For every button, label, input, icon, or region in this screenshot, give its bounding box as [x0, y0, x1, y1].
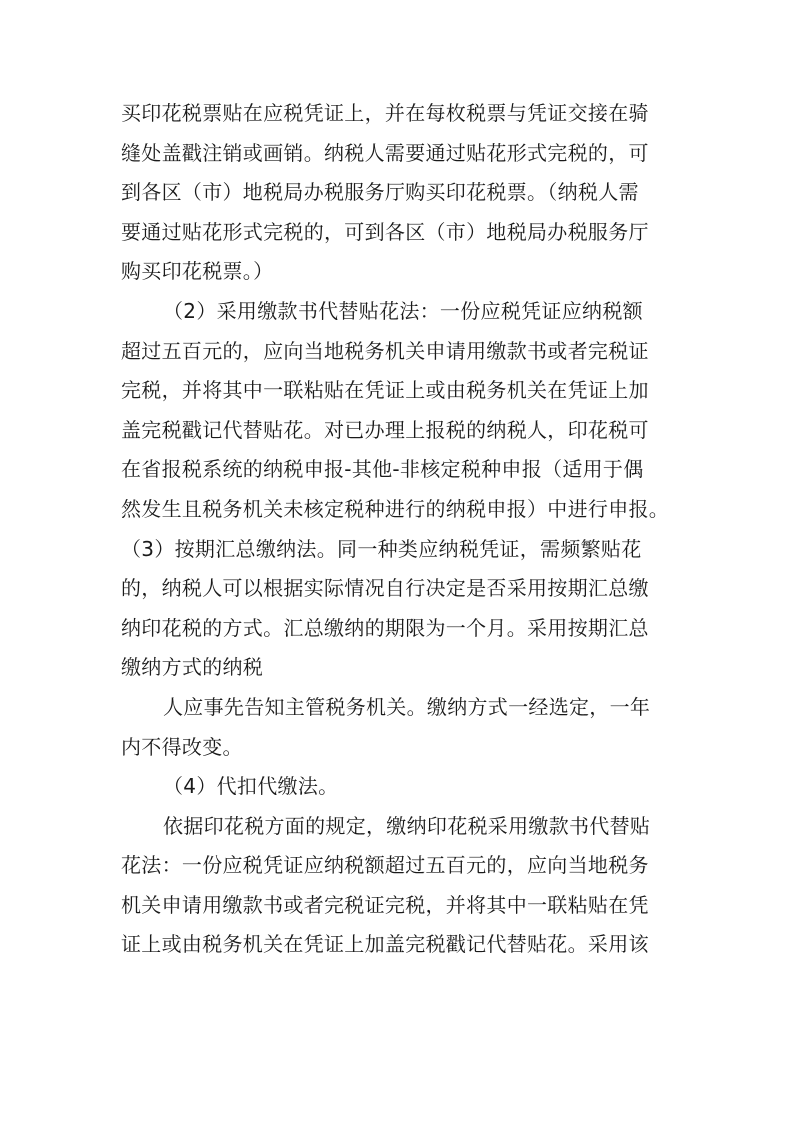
- text-line: 人应事先告知主管税务机关。缴纳方式一经选定，一年: [163, 694, 651, 719]
- text-line: 然发生且税务机关未核定税种进行的纳税申报）中进行申报。: [121, 496, 670, 521]
- text-line: 证上或由税务机关在凭证上加盖完税戳记代替贴花。采用该: [121, 932, 649, 957]
- text-line: 盖完税戳记代替贴花。对已办理上报税的纳税人，印花税可: [121, 417, 649, 442]
- text-line: （2）采用缴款书代替贴花法：一份应税凭证应纳税额: [163, 298, 643, 323]
- text-line: 缝处盖戳注销或画销。纳税人需要通过贴花形式完税的，可: [121, 140, 649, 165]
- text-line: 缴纳方式的纳税: [121, 655, 264, 680]
- text-line: 花法：一份应税凭证应纳税额超过五百元的，应向当地税务: [121, 853, 649, 878]
- text-line: （3）按期汇总缴纳法。同一种类应纳税凭证，需频繁贴花: [121, 536, 642, 561]
- text-line: 到各区（市）地税局办税服务厅购买印花税票。（纳税人需: [121, 180, 639, 205]
- document-body: [121, 94, 681, 965]
- text-line: 依据印花税方面的规定，缴纳印花税采用缴款书代替贴: [163, 813, 651, 838]
- text-line: 的，纳税人可以根据实际情况自行决定是否采用按期汇总缴: [121, 576, 649, 601]
- text-line: 买印花税票贴在应税凭证上，并在每枚税票与凭证交接在骑: [121, 101, 649, 125]
- text-line: 超过五百元的，应向当地税务机关申请用缴款书或者完税证: [121, 338, 649, 363]
- text-line: （4）代扣代缴法。: [163, 774, 339, 799]
- text-line: 机关申请用缴款书或者完税证完税，并将其中一联粘贴在凭: [121, 892, 649, 917]
- text-line: 内不得改变。: [121, 734, 243, 759]
- text-line: 购买印花税票。）: [121, 259, 274, 284]
- text-line: 完税，并将其中一联粘贴在凭证上或由税务机关在凭证上加: [121, 378, 649, 403]
- text-line: 要通过贴花形式完税的，可到各区（市）地税局办税服务厅: [121, 219, 649, 244]
- text-line: 纳印花税的方式。汇总缴纳的期限为一个月。采用按期汇总: [121, 615, 649, 640]
- text-line: 在省报税系统的纳税申报-其他-非核定税种申报（适用于偶: [121, 457, 644, 482]
